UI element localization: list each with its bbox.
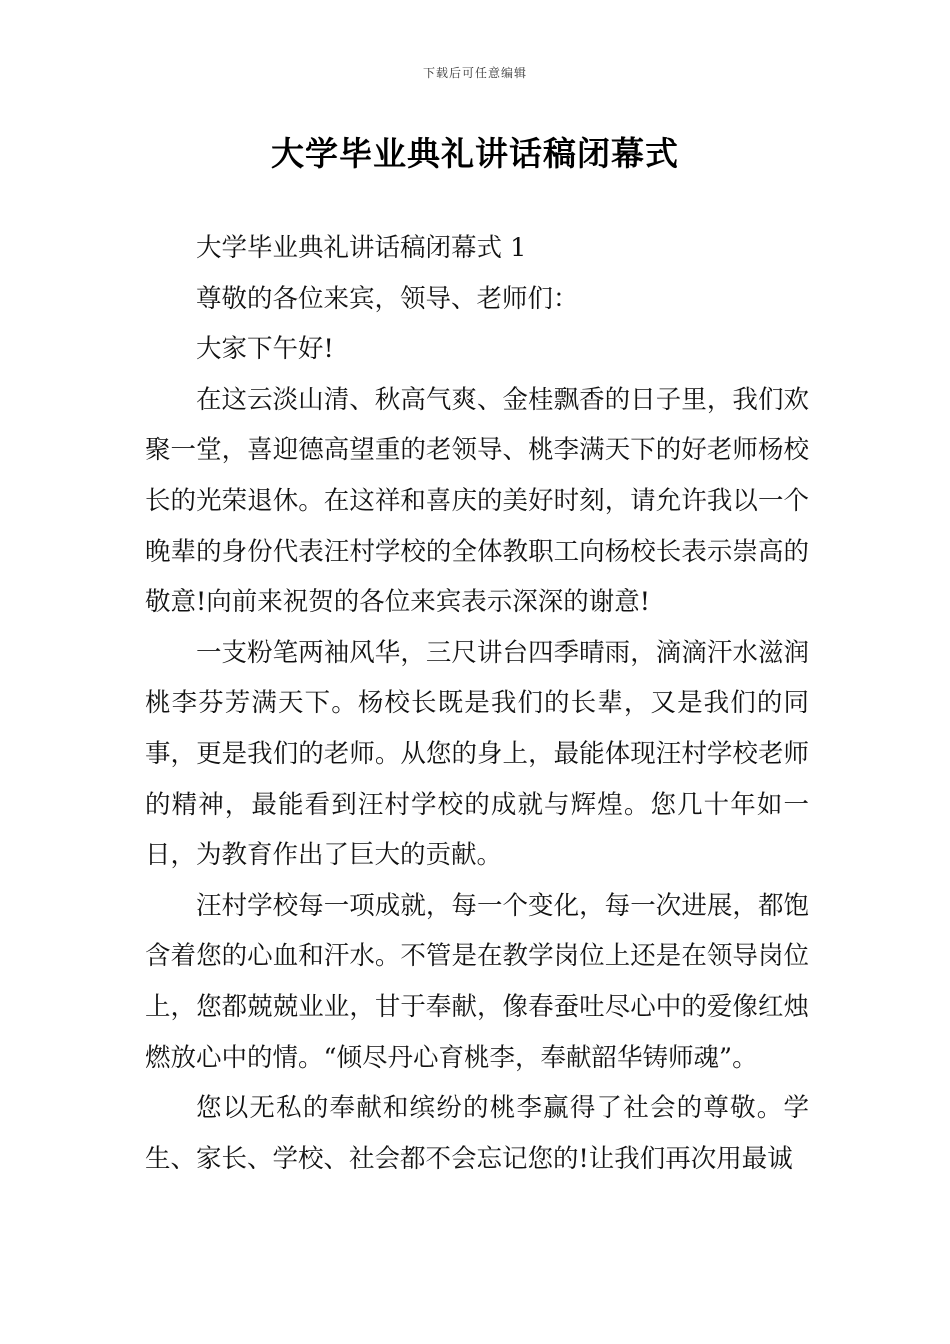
paragraph-greeting: 大家下午好! (196, 334, 334, 365)
header-note: 下载后可任意编辑 (422, 66, 527, 80)
paragraph: 在这云淡山清、秋高气爽、金桂飘香的日子里，我们欢聚一堂，喜迎德高望重的老领导、桃李满天下的好老师杨校长的光荣退休。在这祥和喜庆的美好时刻，请允许我以一个晚辈的身份代表汪村学校的全体教职工向杨校长表示崇高的敬意!向前来祝贺的各位来宾表示深深的谢意! (145, 384, 809, 618)
paragraph: 您以无私的奉献和缤纷的桃李赢得了社会的尊敬。学生、家长、学校、社会都不会忘记您的!让我们再次用最诚 (145, 1093, 809, 1174)
paragraph: 一支粉笔两袖风华，三尺讲台四季晴雨，滴滴汗水滋润桃李芬芳满天下。杨校长既是我们的长辈，又是我们的同事，更是我们的老师。从您的身上，最能体现汪村学校老师的精神，最能看到汪村学校的成就与辉煌。您几十年如一日，为教育作出了巨大的贡献。 (145, 637, 809, 871)
paragraph-salutation: 尊敬的各位来宾，领导、老师们： (196, 283, 579, 314)
document-title: 大学毕业典礼讲话稿闭幕式 (271, 134, 679, 173)
paragraph: 汪村学校每一项成就，每一个变化，每一次进展，都饱含着您的心血和汗水。不管是在教学岗位上还是在领导岗位上，您都兢兢业业，甘于奉献，像春蚕吐尽心中的爱像红烛燃放心中的情。“倾尽丹心育桃李，奉献韶华铸师魂”。 (145, 890, 809, 1073)
paragraph-subtitle: 大学毕业典礼讲话稿闭幕式 1 (196, 233, 527, 263)
document-body (145, 223, 809, 1184)
